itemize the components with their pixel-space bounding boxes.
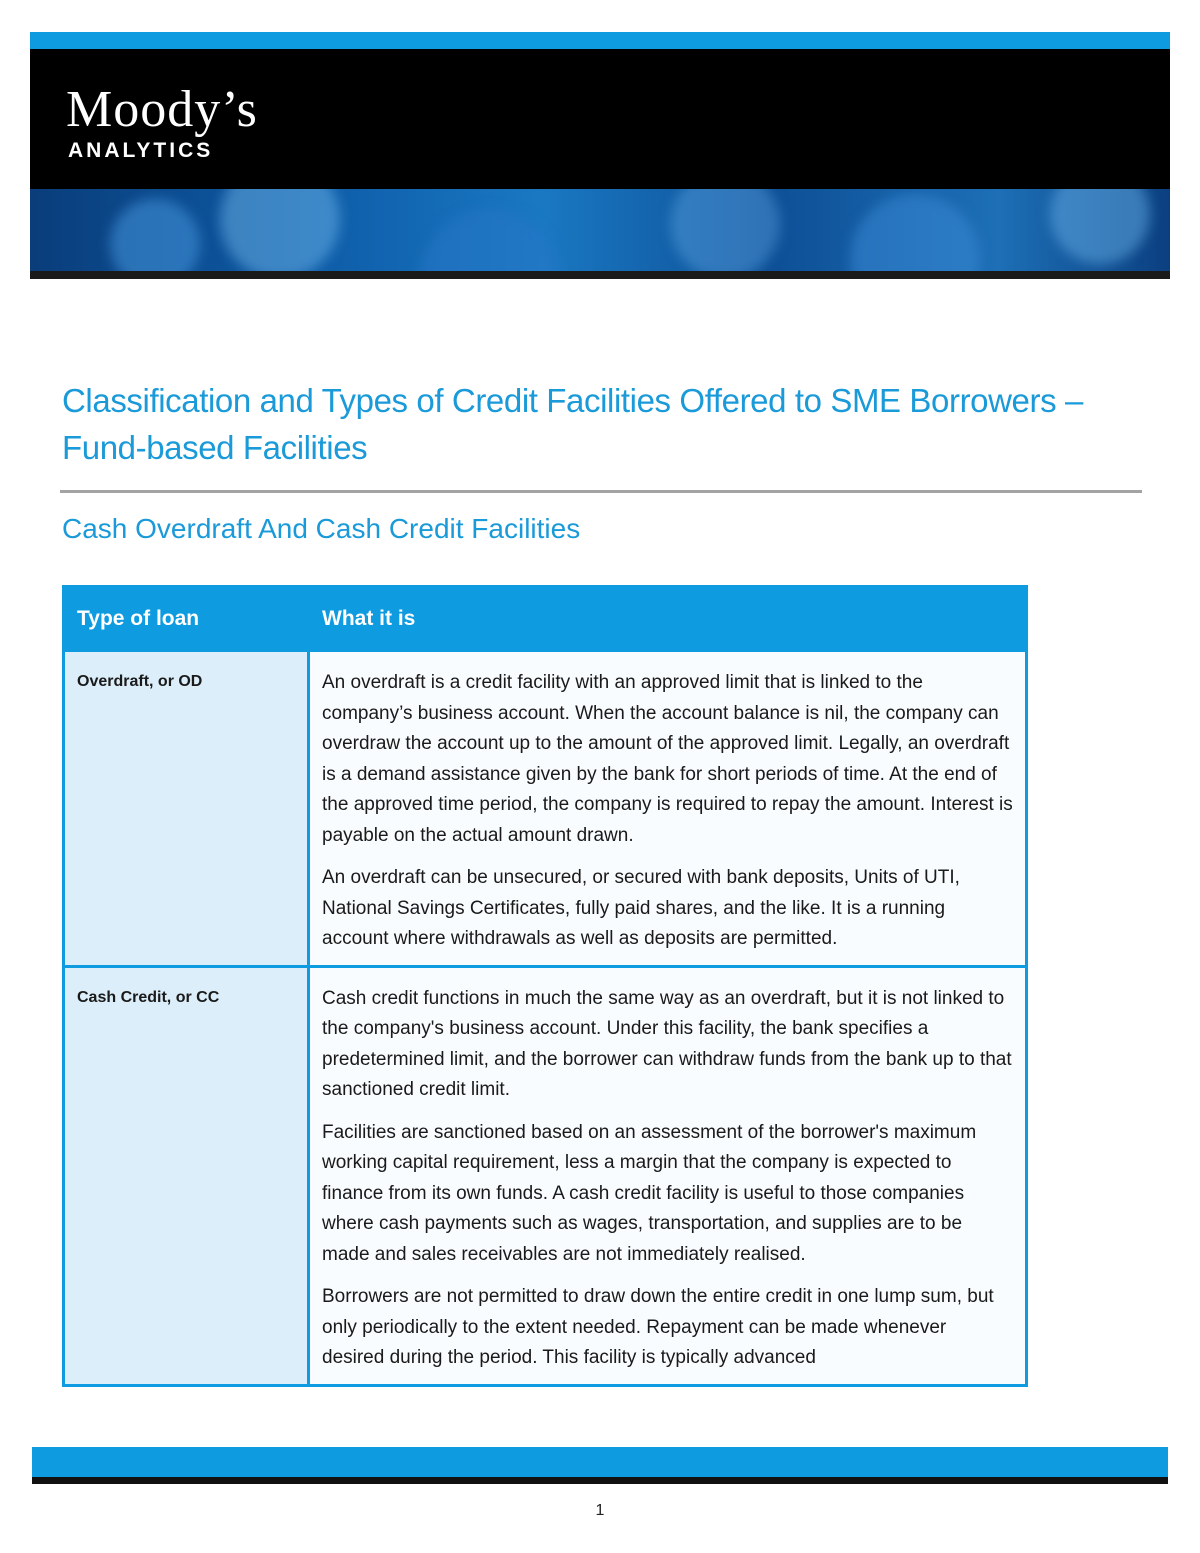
loan-type-cell: Overdraft, or OD — [64, 651, 309, 967]
description-paragraph: Cash credit functions in much the same way as an overdraft, but it is not linked to the company's business account. Under this facility, the bank specifies a predetermined limit, and the borrower can withdraw funds from the bank up to that sanctioned credit limit. — [322, 987, 1012, 1100]
footer-black-rule — [32, 1477, 1168, 1484]
table-row — [64, 651, 1027, 967]
credit-facilities-table — [62, 585, 1028, 1387]
loan-description-cell — [309, 966, 1027, 1385]
title-divider — [60, 490, 1142, 493]
section-heading: Cash Overdraft And Cash Credit Facilities — [62, 513, 581, 544]
page-number: 1 — [595, 1502, 605, 1519]
table-header-row — [64, 587, 1027, 651]
table-row — [64, 966, 1027, 1385]
column-header-description: What it is — [309, 587, 1027, 651]
loan-description-cell — [309, 651, 1027, 967]
header-top-stripe — [30, 32, 1170, 49]
description-paragraph: Borrowers are not permitted to draw down the entire credit in one lump sum, but only periodically to the extent needed. Repayment can be made whenever desired during the period. This facility is typically advanced — [322, 1286, 994, 1368]
document-title: Classification and Types of Credit Facilities Offered to SME Borrowers – Fund-based Facilities — [62, 382, 1083, 466]
moodys-logo: Moody’s — [66, 81, 258, 138]
column-header-type: Type of loan — [64, 587, 309, 651]
description-paragraph: An overdraft is a credit facility with an approved limit that is linked to the company’s business account. When the account balance is nil, the company can overdraw the account up to the amount of the approved limit. Legally, an overdraft is a demand assistance given by the bank for short periods of time. At the end of the approved time period, the company is required to repay the amount. Interest is payable on the actual amount drawn. — [322, 672, 1013, 846]
loan-type-cell: Cash Credit, or CC — [64, 966, 309, 1385]
analytics-logo-text: ANALYTICS — [68, 139, 214, 162]
description-paragraph: An overdraft can be unsecured, or secured with bank deposits, Units of UTI, National Savings Certificates, fully paid shares, and the like. It is a running account where withdrawals as well as deposits are permitted. — [322, 867, 960, 949]
footer-blue-stripe — [32, 1447, 1168, 1477]
header-bottom-rule — [30, 271, 1170, 279]
header-photo-strip — [30, 189, 1170, 272]
description-paragraph: Facilities are sanctioned based on an assessment of the borrower's maximum working capital requirement, less a margin that the company is expected to finance from its own funds. A cash credit facility is useful to those companies where cash payments such as wages, transportation, and supplies are to be made and sales receivables are not immediately realised. — [322, 1121, 977, 1265]
